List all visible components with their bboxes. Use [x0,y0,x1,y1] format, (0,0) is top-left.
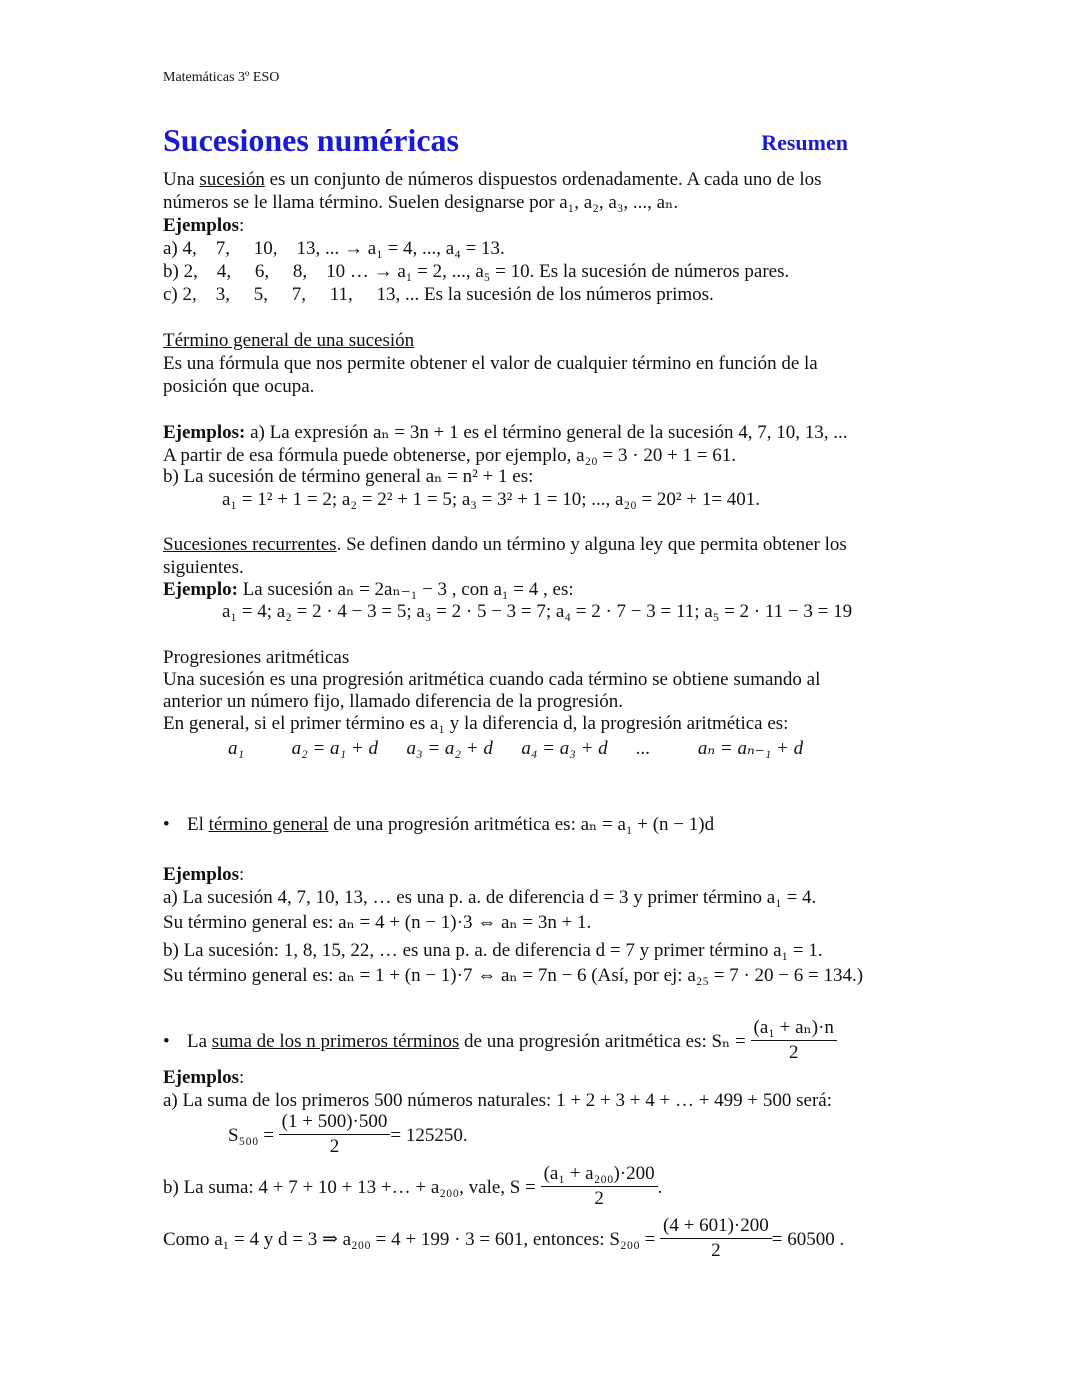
sum-example-a: a) La suma de los primeros 500 números naturales: 1 + 2 + 3 + 4 + … + 499 + 500 será: [163,1090,832,1111]
arithmetic-sequence: a₁ a₂ = a₁ + d a₃ = a₂ + d a₄ = a₃ + d ... aₙ = aₙ₋₁ + d [228,738,804,759]
intro-line-1: Una sucesión es un conjunto de números dispuestos ordenadamente. A cada uno de los [163,169,822,190]
bullet-general-term: • El término general de una progresión aritmética es: aₙ = a₁ + (n − 1)d [163,814,715,835]
general-term-example-3: b) La sucesión de término general aₙ = n² + 1 es: [163,466,534,487]
general-term-heading: Término general de una sucesión [163,330,415,351]
recurrent-line-2: siguientes. [163,557,244,578]
general-term-line-1: Es una fórmula que nos permite obtener el valor de cualquier término en función de la [163,353,818,374]
term-sucesion: sucesión [199,169,265,190]
general-term-example-1: Ejemplos: a) La expresión aₙ = 3n + 1 es el término general de la sucesión 4, 7, 10, 13, ... [163,422,848,443]
arithmetic-example-a2: Su término general es: aₙ = 4 + (n − 1)·3 ⇔ aₙ = 3n + 1. [163,912,592,933]
sum-example-b: b) La suma: 4 + 7 + 10 + 13 +… + a₂₀₀, vale, S = $\frac{\text{(a₁ + a₂₀₀)·200}}{2}$ . [163,1163,663,1209]
general-term-example-4: a₁ = 1² + 1 = 2; a₂ = 2² + 1 = 5; a₃ = 3² + 1 = 10; ..., a₂₀ = 20² + 1= 401. [222,489,761,510]
arithmetic-example-b2: Su término general es: aₙ = 1 + (n − 1)·7 ⇔ aₙ = 7n − 6 (Así, por ej: a₂₅ = 7 · 20 − 6 = 134.) [163,965,864,986]
sum-final: Como a₁ = 4 y d = 3 ⇒ a₂₀₀ = 4 + 199 · 3 = 601, entonces: S₂₀₀ = $\frac{(4 + 601)\cdot 200}{2}$ = 60500 . [163,1215,845,1261]
page-title: Sucesiones numéricas [163,122,459,158]
arithmetic-line-3: En general, si el primer término es a₁ y la diferencia d, la progresión aritmética es: [163,713,789,734]
recurrent-heading: Sucesiones recurrentes [163,534,337,555]
summary-badge: Resumen [761,130,848,155]
intro-line-2: números se le llama término. Suelen designarse por a₁, a₂, a₃, ..., aₙ. [163,192,679,213]
page-header: Matemáticas 3º ESO [163,70,280,85]
arithmetic-example-b1: b) La sucesión: 1, 8, 15, 22, … es una p. a. de diferencia d = 7 y primer término a₁ = 1. [163,940,823,961]
recurrent-line-1: Sucesiones recurrentes. Se definen dando un término y alguna ley que permita obtener los [163,534,847,555]
example-a: a) 4, 7, 10, 13, ... → a₁ = 4, ..., a₄ = 13. [163,238,505,259]
arithmetic-line-1: Una sucesión es una progresión aritmética cuando cada término se obtiene sumando al [163,669,821,690]
s500-formula: S₅₀₀ = $\frac{(1 + 500)\cdot 500}{2}$ = 125250. [228,1111,468,1157]
arithmetic-example-a1: a) La sucesión 4, 7, 10, 13, … es una p. a. de diferencia d = 3 y primer término a₁ = 4. [163,887,817,908]
example-c: c) 2, 3, 5, 7, 11, 13, ... Es la sucesión de los números primos. [163,284,714,305]
bullet-icon: • [163,1030,170,1052]
bullet-sum: • La suma de los n primeros términos de una progresión aritmética es: Sₙ = $\frac{\text{(a₁ + aₙ)·n}}{2}$ [163,1018,837,1067]
examples-label: Ejemplos: [163,215,245,236]
sum-examples-label: Ejemplos: [163,1067,245,1088]
general-term-example-2: A partir de esa fórmula puede obtenerse, por ejemplo, a₂₀ = 3 · 20 + 1 = 61. [163,445,737,466]
bullet-icon: • [163,814,170,835]
arithmetic-heading: Progresiones aritméticas [163,647,350,668]
arithmetic-examples-label: Ejemplos: [163,864,245,885]
example-b: b) 2, 4, 6, 8, 10 … → a₁ = 2, ..., a₅ = 10. Es la sucesión de números pares. [163,261,790,282]
title-row [163,122,848,162]
sum-formula-fraction: $\frac{\text{(a₁ + aₙ)·n}}{2}$ [751,1016,837,1065]
arithmetic-line-2: anterior un número fijo, llamado diferencia de la progresión. [163,691,624,712]
recurrent-example-1: Ejemplo: La sucesión aₙ = 2aₙ₋₁ − 3 , con a₁ = 4 , es: [163,579,574,600]
recurrent-example-2: a₁ = 4; a₂ = 2 · 4 − 3 = 5; a₃ = 2 · 5 − 3 = 7; a₄ = 2 · 7 − 3 = 11; a₅ = 2 · 11 − 3 = 19 [222,601,853,622]
general-term-line-2: posición que ocupa. [163,376,315,397]
